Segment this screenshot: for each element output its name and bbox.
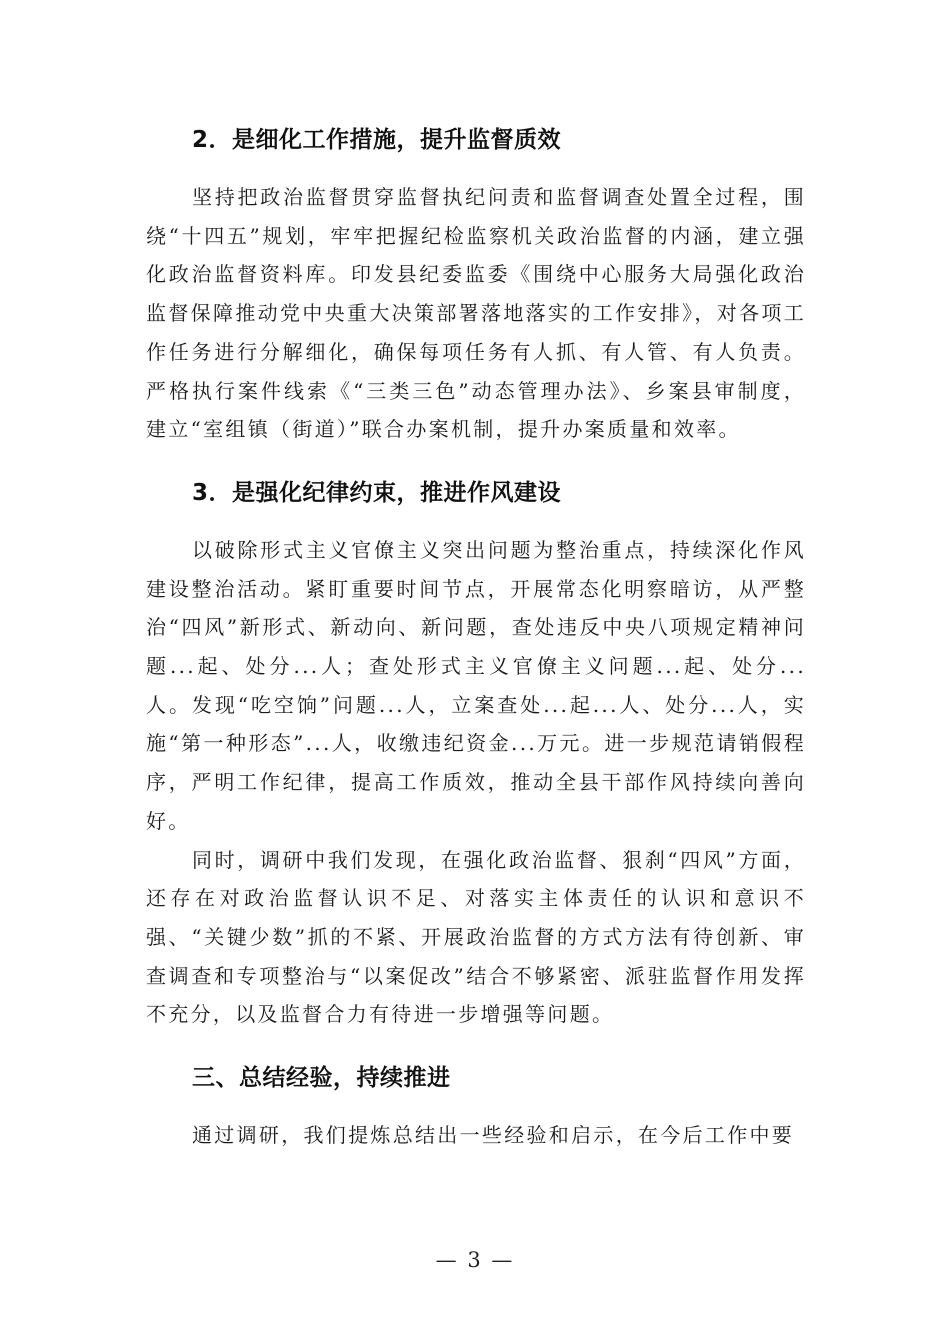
section-heading-summary: 三、总结经验，持续推进 xyxy=(192,1065,451,1092)
paragraph: 以破除形式主义官僚主义突出问题为整治重点，持续深化作风建设整治活动。紧盯重要时间节点，开展常态化明察暗访，从严整治“四风”新形式、新动向、新问题，查处违反中央八项规定精神问题...起、处分...人；查处形式主义官僚主义问题...起、处分...人。发现“吃空饷”问题...人，立案查处...起...人、处分...人，实施“第一种形态”...人，收缴违纪资金...万元。进一步规范请销假程序，严明工作纪律，提高工作质效，推动全县干部作风持续向善向好。 xyxy=(146,537,806,833)
page-number: — 3 — xyxy=(435,1248,515,1272)
section-heading-3: 3．是强化纪律约束，推进作风建设 xyxy=(192,479,562,506)
document-body xyxy=(146,118,806,1155)
paragraph: 坚持把政治监督贯穿监督执纪问责和监督调查处置全过程，围绕“十四五”规划，牢牢把握纪检监察机关政治监督的内涵，建立强化政治监督资料库。印发县纪委监委《围绕中心服务大局强化政治监督保障推动党中央重大决策部署落地落实的工作安排》，对各项工作任务进行分解细化，确保每项任务有人抓、有人管、有人负责。严格执行案件线索《“三类三色”动态管理办法》、乡案县审制度，建立“室组镇（街道）”联合办案机制，提升办案质量和效率。 xyxy=(146,185,806,442)
paragraph: 通过调研，我们提炼总结出一些经验和启示，在今后工作中要 xyxy=(192,1123,795,1148)
section-heading-2: 2．是细化工作措施，提升监督质效 xyxy=(192,127,562,153)
paragraph: 同时，调研中我们发现，在强化政治监督、狠刹“四风”方面，还存在对政治监督认识不足、对落实主体责任的认识和意识不强、“关键少数”抓的不紧、开展政治监督的方式方法有待创新、审查调查和专项整治与“以案促改”结合不够紧密、派驻监督作用发挥不充分，以及监督合力有待进一步增强等问题。 xyxy=(146,847,806,1027)
